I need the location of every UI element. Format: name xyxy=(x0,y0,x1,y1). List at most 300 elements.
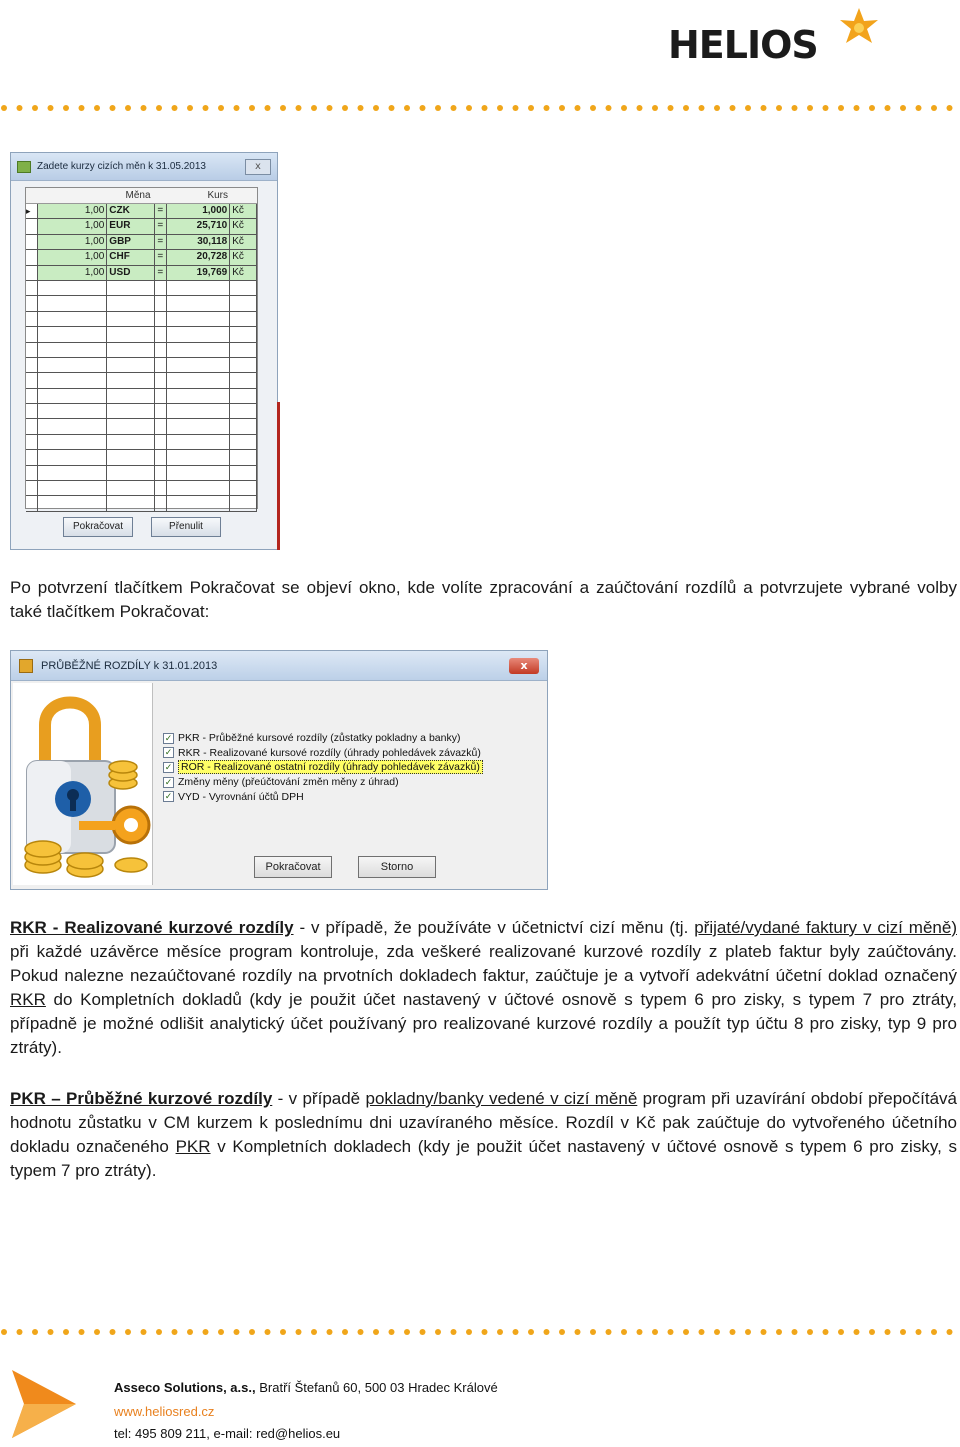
separator-dot xyxy=(435,105,441,111)
row-indicator xyxy=(26,266,38,280)
separator-dot xyxy=(280,105,286,111)
pkr-text-3: v Kompletních dokladech (kdy je použit účet nastavený v účtové osnově s typem 6 pro zisky, s typem 7 pro ztráty). xyxy=(10,1137,957,1180)
separator-dot xyxy=(482,105,488,111)
cell-eq xyxy=(155,343,167,357)
cell-rate: 25,710 xyxy=(167,219,230,233)
cell-code xyxy=(107,358,155,372)
reread-button[interactable]: Přenulit xyxy=(151,517,221,537)
separator-dot xyxy=(280,1329,286,1335)
cell-code xyxy=(107,296,155,310)
cell-code xyxy=(107,435,155,449)
separator-dot xyxy=(575,1329,581,1335)
cell-amount xyxy=(38,389,107,403)
separator-dot xyxy=(528,105,534,111)
option-checkbox[interactable] xyxy=(163,746,483,761)
cell-rate xyxy=(167,389,230,403)
row-indicator xyxy=(26,358,38,372)
rkr-link-invoices: přijaté/vydané faktury v cizí měně) xyxy=(694,918,957,937)
separator-dot xyxy=(466,1329,472,1335)
option-checkbox[interactable] xyxy=(163,789,483,804)
pkr-abbr: PKR xyxy=(175,1137,211,1156)
row-indicator xyxy=(26,235,38,249)
cell-amount xyxy=(38,373,107,387)
cell-amount xyxy=(38,496,107,510)
separator-dot xyxy=(900,105,906,111)
separator-dot xyxy=(528,1329,534,1335)
separator-dot xyxy=(513,105,519,111)
separator-dot xyxy=(900,1329,906,1335)
separator-dot xyxy=(482,1329,488,1335)
separator-dot xyxy=(761,1329,767,1335)
row-indicator xyxy=(26,281,38,295)
cell-code xyxy=(107,450,155,464)
separator-dot xyxy=(420,1329,426,1335)
cell-amount xyxy=(38,404,107,418)
page-edge-marker xyxy=(277,402,280,550)
cell-amount xyxy=(38,327,107,341)
separator-dot xyxy=(203,1329,209,1335)
separator-dot xyxy=(218,105,224,111)
table-row[interactable] xyxy=(26,235,257,250)
separator-dot xyxy=(187,1329,193,1335)
separator-dot xyxy=(621,105,627,111)
table-row[interactable] xyxy=(26,389,257,404)
rkr-paragraph xyxy=(10,916,957,1060)
cell-unit xyxy=(230,481,257,495)
cell-unit xyxy=(230,496,257,510)
cell-code xyxy=(107,373,155,387)
cell-code xyxy=(107,404,155,418)
separator-dot xyxy=(389,1329,395,1335)
differences-dialog-titlebar xyxy=(11,651,547,681)
separator-dot xyxy=(776,105,782,111)
differences-dialog-title: PRŮBĚŽNÉ ROZDÍLY k 31.01.2013 xyxy=(41,659,218,672)
separator-dot xyxy=(373,105,379,111)
table-row[interactable] xyxy=(26,219,257,234)
cell-amount: 1,00 xyxy=(38,250,107,264)
separator-dot xyxy=(807,105,813,111)
cell-amount: 1,00 xyxy=(38,204,107,218)
separator-dot xyxy=(389,105,395,111)
separator-dot xyxy=(79,1329,85,1335)
separator-dot xyxy=(606,105,612,111)
cell-unit xyxy=(230,373,257,387)
row-indicator xyxy=(26,466,38,480)
separator-dot xyxy=(854,1329,860,1335)
table-row[interactable] xyxy=(26,373,257,388)
separator-dot xyxy=(823,1329,829,1335)
table-row[interactable] xyxy=(26,204,257,219)
separator-dot xyxy=(699,1329,705,1335)
cell-rate xyxy=(167,343,230,357)
separator-dot xyxy=(48,1329,54,1335)
separator-dot xyxy=(327,1329,333,1335)
separator-dot xyxy=(327,105,333,111)
cell-unit xyxy=(230,466,257,480)
footer-company: Asseco Solutions, a.s., xyxy=(114,1380,256,1395)
separator-dot xyxy=(420,105,426,111)
table-row[interactable] xyxy=(26,466,257,481)
separator-dot xyxy=(156,105,162,111)
cell-eq xyxy=(155,435,167,449)
checkbox-icon[interactable]: ✓ xyxy=(164,791,173,802)
separator-dot xyxy=(265,105,271,111)
separator-dot xyxy=(652,105,658,111)
separator-dot xyxy=(761,105,767,111)
cell-unit: Kč xyxy=(230,204,257,218)
cell-rate xyxy=(167,450,230,464)
cell-code xyxy=(107,312,155,326)
cell-eq xyxy=(155,481,167,495)
separator-dot xyxy=(683,105,689,111)
separator-dot xyxy=(947,105,953,111)
cell-amount xyxy=(38,435,107,449)
row-indicator xyxy=(26,481,38,495)
pkr-heading: PKR – Průběžné kurzové rozdíly xyxy=(10,1089,273,1108)
separator-dot xyxy=(342,1329,348,1335)
separator-dot xyxy=(792,1329,798,1335)
cell-eq: = xyxy=(155,235,167,249)
separator-dot xyxy=(94,105,100,111)
differences-dialog xyxy=(10,650,548,890)
table-row[interactable] xyxy=(26,450,257,465)
separator-dot xyxy=(63,1329,69,1335)
cell-eq xyxy=(155,496,167,510)
separator-dot xyxy=(823,105,829,111)
option-label: PKR - Průběžné kursové rozdíly (zůstatky pokladny a banky) xyxy=(178,732,461,745)
separator-dot xyxy=(17,105,23,111)
row-indicator xyxy=(26,373,38,387)
separator-dot xyxy=(931,105,937,111)
continue-button[interactable]: Pokračovat xyxy=(254,856,332,878)
separator-dot xyxy=(373,1329,379,1335)
rates-dialog xyxy=(10,152,278,550)
separator-dot xyxy=(125,1329,131,1335)
separator-dot xyxy=(79,105,85,111)
separator-dot xyxy=(854,105,860,111)
cell-amount xyxy=(38,419,107,433)
separator-dot xyxy=(807,1329,813,1335)
row-indicator xyxy=(26,327,38,341)
separator-dot xyxy=(249,1329,255,1335)
separator-dot xyxy=(714,1329,720,1335)
padlock-coins-icon xyxy=(13,683,153,885)
separator-dot xyxy=(497,1329,503,1335)
helios-logo xyxy=(666,6,888,64)
cell-unit xyxy=(230,404,257,418)
close-icon[interactable]: x xyxy=(509,658,539,674)
cell-rate xyxy=(167,373,230,387)
separator-dot xyxy=(931,1329,937,1335)
footer-web[interactable]: www.heliosred.cz xyxy=(114,1404,215,1419)
separator-dot xyxy=(544,105,550,111)
separator-dot xyxy=(668,1329,674,1335)
checkbox-icon[interactable]: ✓ xyxy=(164,776,173,787)
row-indicator xyxy=(26,404,38,418)
checkbox-icon[interactable]: ✓ xyxy=(164,747,173,758)
option-checkbox[interactable] xyxy=(163,775,483,790)
cell-code: CHF xyxy=(107,250,155,264)
option-label: Změny měny (přeúčtování změn měny z úhrad) xyxy=(178,776,399,789)
separator-dot xyxy=(869,105,875,111)
continue-button[interactable]: Pokračovat xyxy=(63,517,133,537)
separator-dot xyxy=(838,105,844,111)
table-row[interactable] xyxy=(26,481,257,496)
pkr-paragraph xyxy=(10,1087,957,1183)
separator-dot xyxy=(590,105,596,111)
separator-dot xyxy=(187,105,193,111)
pkr-text-2: program při uzavírání období přepočítává hodnotu zůstatku v CM kurzem k poslednímu dni uzavíraného měsíce. Rozdíl v Kč pak zaúčtuje do vytvořeného účetního dokladu označeného xyxy=(10,1089,957,1156)
cell-unit: Kč xyxy=(230,250,257,264)
cell-eq xyxy=(155,373,167,387)
separator-dot xyxy=(559,1329,565,1335)
rates-dialog-title: Zadete kurzy cizích měn k 31.05.2013 xyxy=(37,161,206,172)
separator-dot xyxy=(621,1329,627,1335)
cell-unit xyxy=(230,327,257,341)
cell-amount xyxy=(38,481,107,495)
separator-dot xyxy=(792,105,798,111)
separator-dot xyxy=(156,1329,162,1335)
option-label: VYD - Vyrovnání účtů DPH xyxy=(178,790,304,803)
rates-grid-header xyxy=(26,188,257,204)
separator-dot xyxy=(296,105,302,111)
separator-dot xyxy=(110,105,116,111)
cell-unit: Kč xyxy=(230,266,257,280)
separator-dot xyxy=(590,1329,596,1335)
cancel-button[interactable]: Storno xyxy=(358,856,436,878)
cell-rate xyxy=(167,281,230,295)
app-icon xyxy=(17,161,31,173)
table-row[interactable] xyxy=(26,419,257,434)
cell-eq: = xyxy=(155,250,167,264)
separator-dot xyxy=(947,1329,953,1335)
separator-dot xyxy=(730,1329,736,1335)
asseco-arrow-icon xyxy=(10,1368,78,1440)
table-row[interactable] xyxy=(26,281,257,296)
option-checkbox[interactable] xyxy=(163,731,483,746)
table-row[interactable] xyxy=(26,266,257,281)
row-indicator xyxy=(26,296,38,310)
cell-amount xyxy=(38,466,107,480)
cell-amount xyxy=(38,358,107,372)
separator-dot xyxy=(342,105,348,111)
option-label: ROR - Realizované ostatní rozdíly (úhrady pohledávek závazků) xyxy=(178,760,483,774)
option-checkbox[interactable] xyxy=(163,760,483,775)
cell-code xyxy=(107,281,155,295)
cell-rate xyxy=(167,419,230,433)
separator-dot xyxy=(48,105,54,111)
row-indicator xyxy=(26,450,38,464)
separator-dot xyxy=(885,105,891,111)
separator-dot xyxy=(311,105,317,111)
separator-dot xyxy=(311,1329,317,1335)
table-row[interactable] xyxy=(26,496,257,511)
rkr-text-2: při každé uzávěrce měsíce program kontroluje, zda veškeré realizované kurzové rozdíly z plateb faktur byly zaúčtovány. Pokud nalezne nezaúčtované rozdíly na prvotních dokladech faktur, zaúčtuje je a vytvoří adekvátní účetní doklad označený xyxy=(10,942,957,985)
rkr-abbr: RKR xyxy=(10,990,46,1009)
row-indicator: ▸ xyxy=(26,204,38,218)
separator-dot xyxy=(249,105,255,111)
separator-dot xyxy=(916,105,922,111)
cell-code: EUR xyxy=(107,219,155,233)
pkr-text-1: - v případě xyxy=(272,1089,366,1108)
separator-dots-top xyxy=(0,104,960,112)
rkr-heading: RKR - Realizované kurzové rozdíly xyxy=(10,918,294,937)
cell-eq: = xyxy=(155,266,167,280)
separator-dot xyxy=(125,105,131,111)
cell-unit xyxy=(230,435,257,449)
separator-dot xyxy=(141,1329,147,1335)
cell-unit xyxy=(230,358,257,372)
cell-code xyxy=(107,481,155,495)
separator-dot xyxy=(559,105,565,111)
separator-dot xyxy=(544,1329,550,1335)
cell-unit xyxy=(230,343,257,357)
cell-eq xyxy=(155,450,167,464)
separator-dot xyxy=(296,1329,302,1335)
processing-options xyxy=(163,731,483,804)
close-icon[interactable]: x xyxy=(245,159,271,175)
cell-rate xyxy=(167,358,230,372)
separator-dot xyxy=(451,1329,457,1335)
separator-dot xyxy=(575,105,581,111)
logo-wordmark: HELIOS xyxy=(668,23,818,64)
table-row[interactable] xyxy=(26,296,257,311)
cell-code: CZK xyxy=(107,204,155,218)
cell-rate xyxy=(167,327,230,341)
cell-eq xyxy=(155,419,167,433)
row-indicator xyxy=(26,496,38,510)
cell-amount: 1,00 xyxy=(38,219,107,233)
separator-dot xyxy=(63,105,69,111)
separator-dot xyxy=(745,105,751,111)
cell-unit xyxy=(230,450,257,464)
cell-rate: 30,118 xyxy=(167,235,230,249)
footer-address xyxy=(114,1380,498,1395)
table-row[interactable] xyxy=(26,327,257,342)
separator-dot xyxy=(699,105,705,111)
checkbox-icon[interactable]: ✓ xyxy=(164,761,173,772)
separator-dot xyxy=(730,105,736,111)
row-indicator xyxy=(26,389,38,403)
separator-dot xyxy=(637,105,643,111)
table-row[interactable] xyxy=(26,435,257,450)
cell-unit xyxy=(230,419,257,433)
separator-dot xyxy=(668,105,674,111)
cell-rate xyxy=(167,435,230,449)
separator-dot xyxy=(637,1329,643,1335)
lock-illustration-panel xyxy=(13,683,153,885)
column-rate: Kurs xyxy=(207,190,228,201)
separator-dot xyxy=(203,105,209,111)
separator-dot xyxy=(110,1329,116,1335)
cell-amount xyxy=(38,281,107,295)
separator-dot xyxy=(404,1329,410,1335)
row-indicator xyxy=(26,343,38,357)
separator-dot xyxy=(172,105,178,111)
rkr-text-1: - v případě, že používáte v účetnictví cizí měnu (tj. xyxy=(293,918,695,937)
separator-dot xyxy=(714,105,720,111)
separator-dot xyxy=(652,1329,658,1335)
cell-eq xyxy=(155,312,167,326)
separator-dot xyxy=(606,1329,612,1335)
cell-unit: Kč xyxy=(230,219,257,233)
cell-code xyxy=(107,343,155,357)
cell-rate: 20,728 xyxy=(167,250,230,264)
table-row[interactable] xyxy=(26,250,257,265)
cell-unit xyxy=(230,296,257,310)
table-row[interactable] xyxy=(26,358,257,373)
separator-dot xyxy=(885,1329,891,1335)
separator-dot xyxy=(172,1329,178,1335)
cell-rate: 19,769 xyxy=(167,266,230,280)
cell-rate xyxy=(167,312,230,326)
cell-code: GBP xyxy=(107,235,155,249)
separator-dot xyxy=(683,1329,689,1335)
cell-code xyxy=(107,496,155,510)
cell-amount xyxy=(38,450,107,464)
separator-dot xyxy=(451,105,457,111)
cell-amount xyxy=(38,296,107,310)
cell-rate xyxy=(167,404,230,418)
cell-unit: Kč xyxy=(230,235,257,249)
cell-code xyxy=(107,389,155,403)
table-row[interactable] xyxy=(26,343,257,358)
separator-dot xyxy=(17,1329,23,1335)
separator-dots-bottom xyxy=(0,1328,960,1336)
cell-code: USD xyxy=(107,266,155,280)
table-row[interactable] xyxy=(26,312,257,327)
intro-paragraph: Po potvrzení tlačítkem Pokračovat se objeví okno, kde volíte zpracování a zaúčtování rozdílů a potvrzujete vybrané volby také tlačítkem Pokračovat: xyxy=(10,578,957,621)
rates-grid[interactable] xyxy=(25,187,258,509)
cell-eq xyxy=(155,466,167,480)
row-indicator xyxy=(26,250,38,264)
cell-rate: 1,000 xyxy=(167,204,230,218)
cell-code xyxy=(107,327,155,341)
column-currency: Měna xyxy=(125,190,151,201)
footer-street: Bratří Štefanů 60, 500 03 Hradec Králové xyxy=(255,1380,498,1395)
cell-unit xyxy=(230,389,257,403)
rates-dialog-titlebar xyxy=(11,153,277,181)
separator-dot xyxy=(497,105,503,111)
cell-unit xyxy=(230,312,257,326)
row-indicator xyxy=(26,219,38,233)
separator-dot xyxy=(218,1329,224,1335)
table-row[interactable] xyxy=(26,404,257,419)
separator-dot xyxy=(1,1329,7,1335)
checkbox-icon[interactable]: ✓ xyxy=(164,732,173,743)
cell-eq: = xyxy=(155,204,167,218)
separator-dot xyxy=(265,1329,271,1335)
separator-dot xyxy=(435,1329,441,1335)
separator-dot xyxy=(234,105,240,111)
cell-amount xyxy=(38,343,107,357)
separator-dot xyxy=(358,1329,364,1335)
cell-eq xyxy=(155,327,167,341)
cell-rate xyxy=(167,466,230,480)
cell-eq xyxy=(155,358,167,372)
option-label: RKR - Realizované kursové rozdíly (úhrady pohledávek závazků) xyxy=(178,746,481,759)
rkr-text-3: do Kompletních dokladů (kdy je použit účet nastavený v účtové osnově s typem 6 pro zisky, s typem 7 pro ztráty, případně je možné odlišit analytický účet používaný pro realizované kurzové rozdíly a použít typ účtu 8 pro zisky, typ 9 pro ztráty). xyxy=(10,990,957,1057)
row-indicator xyxy=(26,435,38,449)
logo-star-icon xyxy=(840,8,878,43)
separator-dot xyxy=(32,1329,38,1335)
cell-eq xyxy=(155,404,167,418)
cell-eq xyxy=(155,296,167,310)
separator-dot xyxy=(838,1329,844,1335)
cell-rate xyxy=(167,481,230,495)
separator-dot xyxy=(466,105,472,111)
separator-dot xyxy=(234,1329,240,1335)
